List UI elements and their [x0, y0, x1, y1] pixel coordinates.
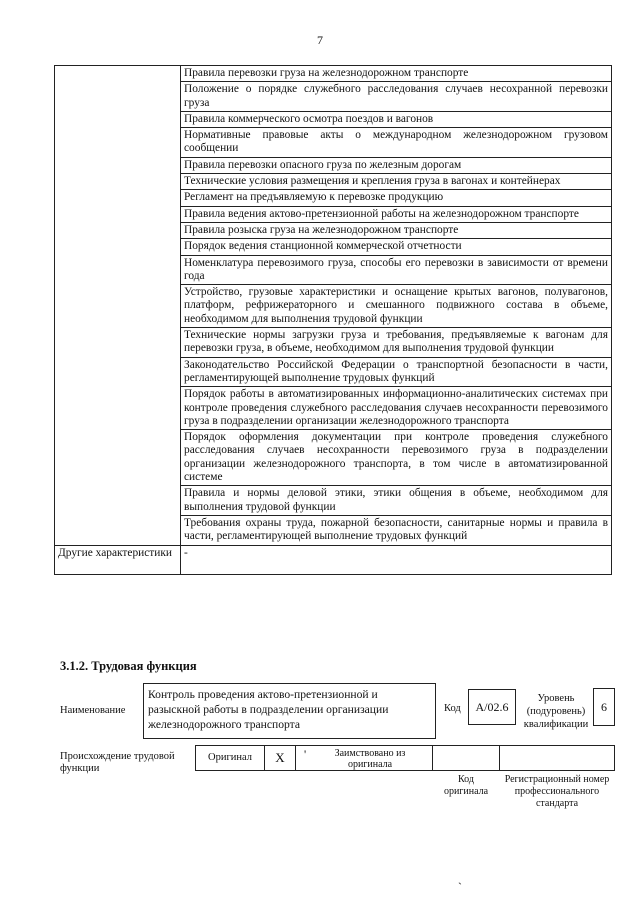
footer-mark: ` [458, 880, 462, 894]
level-label: Уровень (подуровень) квалификации [523, 693, 589, 730]
knowledge-item: Регламент на предъявляемую к перевозке продукцию [181, 190, 612, 206]
reg-number-caption: Регистрационный номер профессионального стандарта [504, 774, 610, 809]
knowledge-item: Технические условия размещения и крепления груза в вагонах и контейнерах [181, 174, 612, 190]
borrowed-label: Заимствовано из оригинала [334, 748, 406, 770]
knowledge-item: Порядок ведения станционной коммерческой отчетности [181, 239, 612, 255]
other-characteristics-label: Другие характеристики [55, 545, 181, 574]
name-value-box [143, 683, 436, 739]
page-number: 7 [317, 33, 323, 47]
name-label: Наименование [60, 705, 126, 716]
origin-label: Происхождение трудовой функции [60, 751, 175, 774]
knowledge-item: Правила ведения актово-претензионной работы на железнодорожном транспорте [181, 206, 612, 222]
table-row [55, 66, 612, 82]
code-original-cell [432, 745, 500, 771]
section-heading: 3.1.2. Трудовая функция [60, 659, 197, 673]
code-value: А/02.6 [468, 689, 516, 725]
knowledge-item: Порядок работы в автоматизированных информационно-аналитических системах при контроле проведения служебного расследования случаев несохранности перевозимого груза в подразделении организации железнодорожного транспорта [181, 387, 612, 430]
knowledge-item: Порядок оформления документации при контроле проведения служебного расследования случаев несохранности перевозимого груза в подразделении организации железнодорожного транспорта, в том числе в автоматизированной системе [181, 430, 612, 486]
knowledge-item: Правила перевозки опасного груза по железным дорогам [181, 157, 612, 173]
knowledge-item: Правила розыска груза на железнодорожном транспорте [181, 222, 612, 238]
code-label: Код [444, 703, 461, 714]
knowledge-item: Нормативные правовые акты о международном железнодорожном грузовом сообщении [181, 128, 612, 158]
table-row [55, 545, 612, 574]
original-label: Оригинал [208, 752, 252, 763]
borrowed-cell [295, 745, 433, 771]
other-characteristics-value: - [181, 545, 612, 574]
knowledge-item: Технические нормы загрузки груза и требования, предъявляемые к вагонам для перевозки груза, в объеме, необходимом для выполнения трудовой функции [181, 328, 612, 358]
requirements-table [54, 65, 612, 575]
knowledge-item: Положение о порядке служебного расследования случаев несохранной перевозки груза [181, 82, 612, 112]
reg-number-cell [499, 745, 615, 771]
knowledge-item: Номенклатура перевозимого груза, способы его перевозки в зависимости от времени года [181, 255, 612, 285]
knowledge-item: Требования охраны труда, пожарной безопасности, санитарные нормы и правила в части, регламентирующей выполнение трудовых функций [181, 515, 612, 545]
knowledge-item: Правила коммерческого осмотра поездов и вагонов [181, 111, 612, 127]
knowledge-item: Законодательство Российской Федерации о транспортной безопасности в части, регламентирующей выполнение трудовых функций [181, 357, 612, 387]
level-value: 6 [593, 688, 615, 726]
original-cell [195, 745, 265, 771]
knowledge-item: Правила перевозки груза на железнодорожном транспорте [181, 66, 612, 82]
borrowed-mark: ' [304, 747, 307, 761]
original-mark: X [264, 745, 296, 771]
label-cell [55, 66, 181, 546]
knowledge-item: Правила и нормы деловой этики, этики общения в объеме, необходимом для выполнения трудовой функции [181, 486, 612, 516]
knowledge-item: Устройство, грузовые характеристики и оснащение крытых вагонов, полувагонов, платформ, рефрижераторного и смешанного подвижного состава в объеме, необходимом для выполнения трудовой функции [181, 285, 612, 328]
function-name: Контроль проведения актово-претензионной и разыскной работы в подразделении организации железнодорожного транспорта [148, 688, 389, 731]
code-original-caption: Код оригинала [443, 774, 489, 797]
